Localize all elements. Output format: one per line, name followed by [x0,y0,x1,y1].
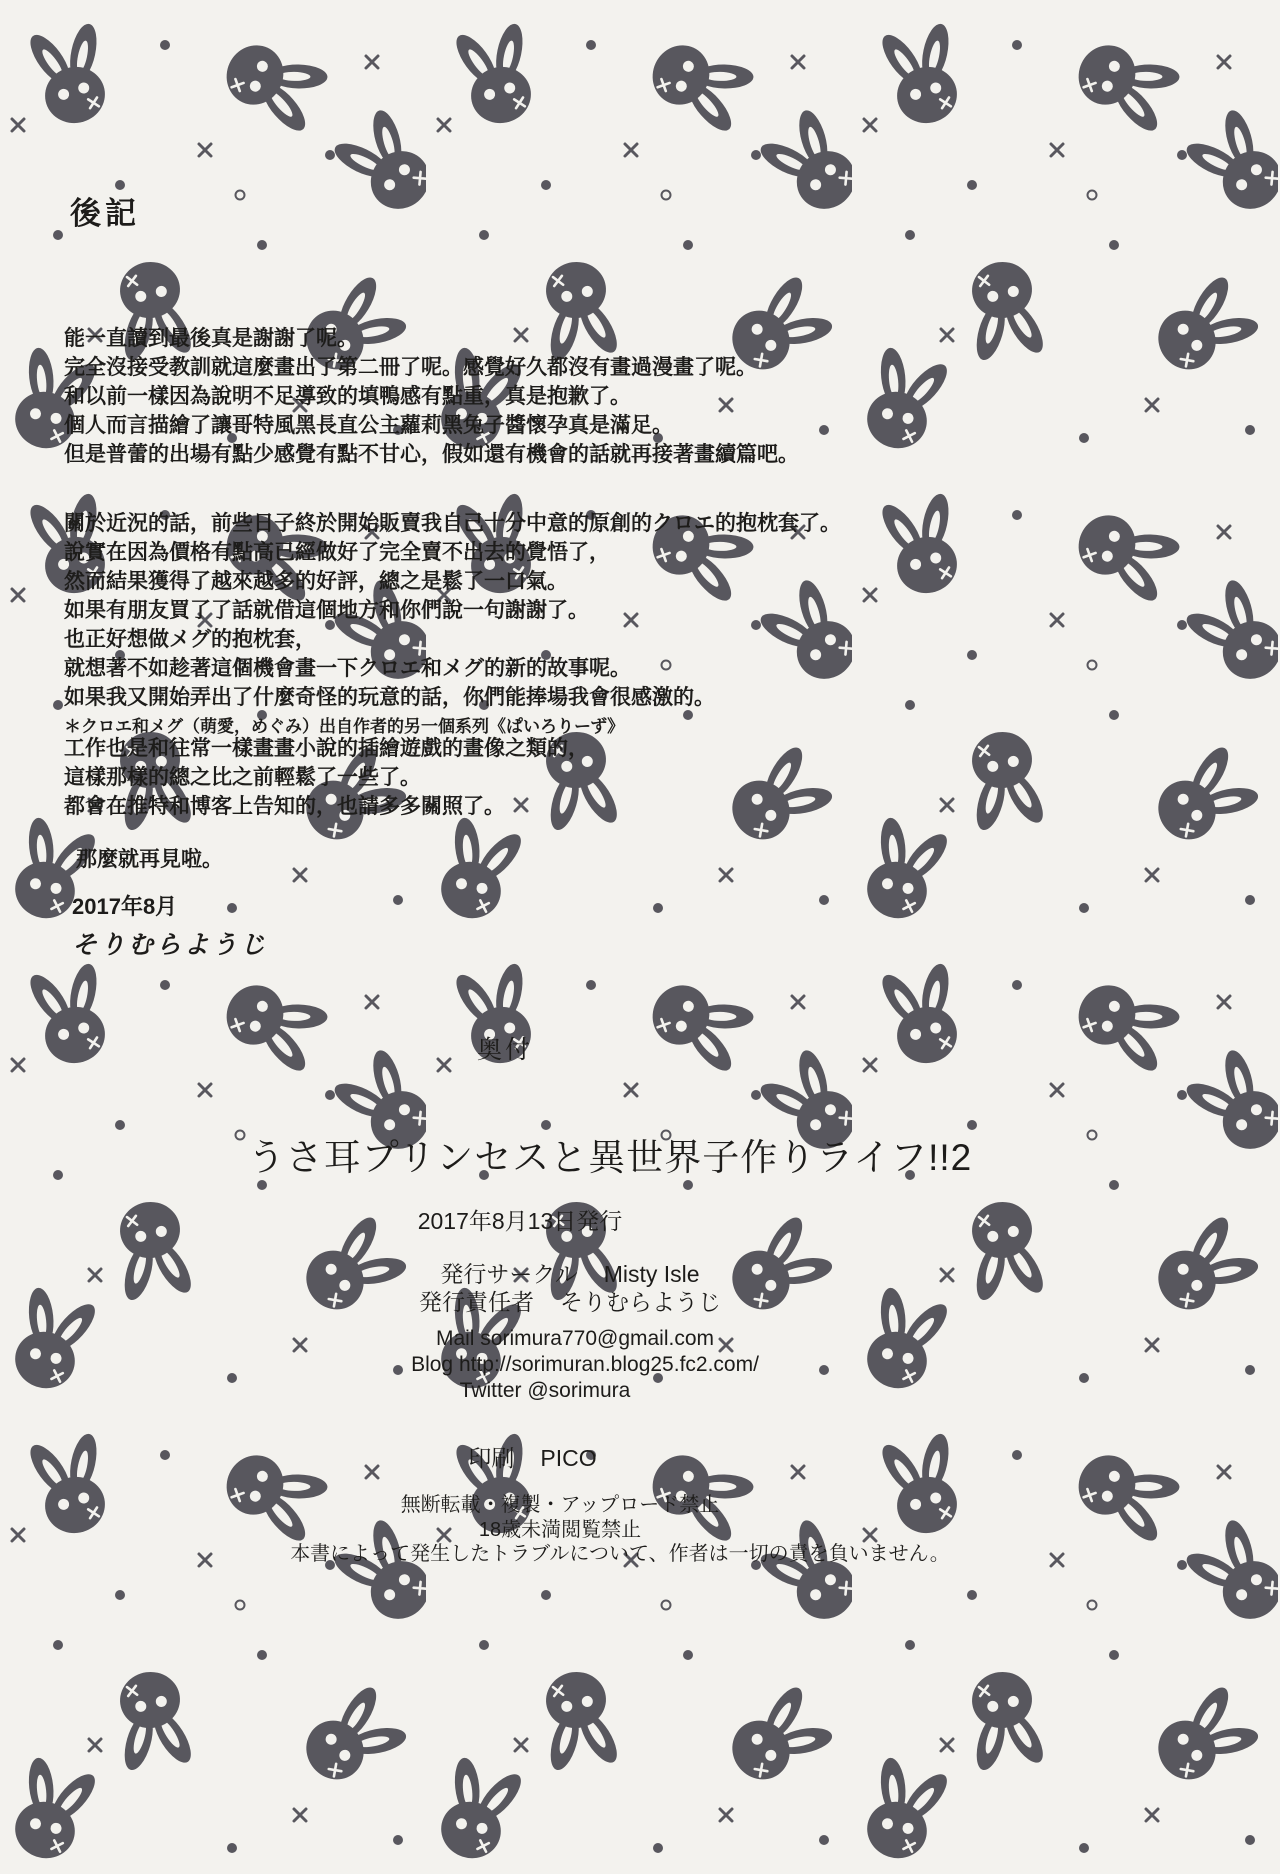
afterword-line: 個人而言描繪了讓哥特風黑長直公主蘿莉黑兔子醬懷孕真是滿足。 [64,414,673,437]
publisher-person [0,1284,1140,1317]
afterword-line: 說實在因為價格有點高已經做好了完全賣不出去的覺悟了， [64,541,610,564]
afterword-line: 然而結果獲得了越來越多的好評，總之是鬆了一口氣。 [64,570,568,593]
printer-info [0,1440,1065,1473]
afterword-paragraph-2 [64,509,841,712]
book-title: うさ耳プリンセスと異世界子作りライフ!!2 [247,1137,973,1178]
afterword-paragraph-3 [64,734,589,821]
publisher-person-label: 発行責任者 [419,1289,534,1315]
afterword-heading: 後記 [70,196,140,231]
contact-blog: Blog http://sorimuran.blog25.fc2.com/ [411,1353,759,1376]
afterword-line: 如果有朋友買了了話就借這個地方和你們說一句謝謝了。 [64,599,589,622]
afterword-line: 都會在推特和博客上告知的，也請多多關照了。 [64,795,505,818]
afterword-line: 也正好想做メグ的抱枕套， [64,628,316,651]
afterword-line: 能一直讀到最後真是謝謝了呢。 [64,327,358,350]
publishing-circle-value: Misty Isle [603,1261,700,1287]
publisher-person-value: そりむらようじ [560,1289,721,1315]
contact-twitter: Twitter @sorimura [459,1379,631,1402]
afterword-footnote: ＊クロエ和メグ（萌愛，めぐみ）出自作者的另一個系列《ぱいろりーず》 [64,717,625,736]
afterword-line: 但是普蕾的出場有點少感覺有點不甘心，假如還有機會的話就再接著畫續篇吧。 [64,443,799,466]
disclaimer-notice: 本書によって発生したトラブルについて、作者は一切の責を負いません。 [290,1543,950,1565]
afterword-line: 工作也是和往常一樣畫畫小說的插繪遊戲的畫像之類的， [64,737,589,760]
age-restriction-notice: 18歳未満閲覧禁止 [478,1519,642,1541]
copyright-notice: 無断転載・複製・アップロード禁止 [400,1494,720,1516]
contact-mail: Mail sorimura770@gmail.com [435,1327,715,1350]
afterword-line: 完全沒接受教訓就這麼畫出了第二冊了呢。感覺好久都沒有畫過漫畫了呢。 [64,356,757,379]
author-signature: そりむらようじ [72,931,269,959]
printer-value: PICO [540,1445,597,1471]
afterword-date: 2017年8月 [72,894,178,919]
publication-date: 2017年8月13日発行 [417,1208,623,1234]
afterword-line: 這樣那樣的總之比之前輕鬆了一些了。 [64,766,421,789]
afterword-line: 就想著不如趁著這個機會畫一下クロエ和メグ的新的故事呢。 [64,657,631,680]
colophon-heading: 奥付 [476,1036,533,1064]
afterword-farewell: 那麼就再見啦。 [76,848,223,871]
publishing-circle-label: 発行サークル [440,1261,578,1287]
printer-label: 印刷 [468,1445,515,1471]
afterword-line: 關於近況的話，前些日子終於開始販賣我自己十分中意的原創的クロエ的抱枕套了。 [64,512,841,535]
afterword-line: 和以前一樣因為說明不足導致的填鴨感有點重，真是抱歉了。 [64,385,631,408]
afterword-paragraph-1 [64,324,799,469]
afterword-line: 如果我又開始弄出了什麼奇怪的玩意的話，你們能捧場我會很感激的。 [64,686,715,709]
